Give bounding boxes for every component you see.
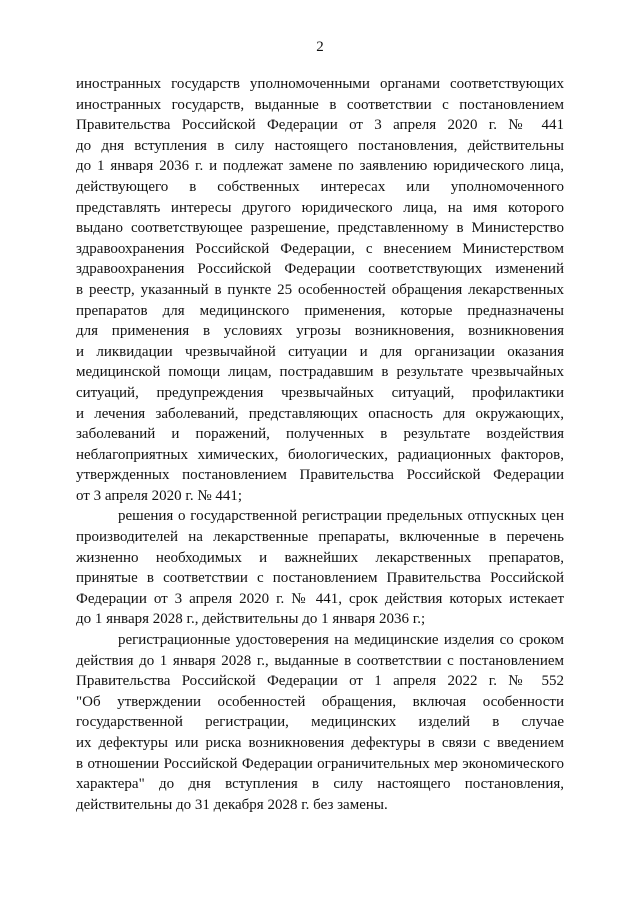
text-line: производителей на лекарственные препараты, включенные в перечень [76,529,564,546]
text-line: Правительства Российской Федерации от 1 апреля 2022 г. № 552 [76,673,564,690]
text-line: иностранных государств уполномоченными органами соответствующих [76,76,564,92]
text-line: здравоохранения Российской Федерации, с внесением Министерством [76,240,564,257]
text-line: представлять интересы другого юридического лица, на имя которого [76,199,564,216]
text-line: Правительства Российской Федерации от 3 апреля 2020 г. № 441 [76,117,564,134]
text-line: жизненно необходимых и важнейших лекарственных препаратов, [76,549,564,566]
text-line: заболеваний и поражений, полученных в результате воздействия [76,426,564,443]
text-line: "Об утверждении особенностей обращения, включая особенности [76,693,564,710]
text-line: действительны до 31 декабря 2028 г. без замены. [76,796,388,813]
text-line: для применения в условиях угрозы возникновения, возникновения [76,323,564,340]
text-line: их дефектуры или риска возникновения дефектуры в связи с введением [76,735,564,751]
text-line: и лечения заболеваний, представляющих опасность для окружающих, [76,405,564,422]
page-number: 2 [316,39,324,55]
text-line: государственной регистрации, медицинских изделий в случае [76,714,564,731]
text-line: ситуаций, предупреждения чрезвычайных ситуаций, профилактики [76,384,564,401]
text-line: Федерации от 3 апреля 2020 г. № 441, срок действия которых истекает [76,590,564,607]
text-line: медицинской помощи лицам, пострадавшим в результате чрезвычайных [76,364,564,381]
text-line: неблагоприятных химических, биологических, радиационных факторов, [76,446,564,463]
text-line: в реестр, указанный в пункте 25 особенностей обращения лекарственных [76,281,564,298]
text-line: и ликвидации чрезвычайной ситуации и для организации оказания [76,343,564,360]
text-line: принятые в соответствии с постановлением Правительства Российской [76,570,564,587]
document-body [76,74,564,815]
text-line: действия до 1 января 2028 г., выданные в соответствии с постановлением [76,652,564,669]
text-line: от 3 апреля 2020 г. № 441; [76,487,243,504]
text-line: здравоохранения Российской Федерации соответствующих изменений [76,261,564,278]
text-line: утвержденных постановлением Правительства Российской Федерации [76,467,564,484]
text-line: характера" до дня вступления в силу настоящего постановления, [76,776,564,793]
text-line: в отношении Российской Федерации ограничительных мер экономического [76,755,564,772]
text-line: иностранных государств, выданные в соответствии с постановлением [76,96,564,113]
text-line: регистрационные удостоверения на медицинские изделия со сроком [118,632,564,649]
text-line: до дня вступления в силу настоящего постановления, действительны [76,137,564,154]
text-line: выдано соответствующее разрешение, представленному в Министерство [76,220,564,237]
text-line: препаратов для медицинского применения, которые предназначены [76,302,564,319]
text-line: до 1 января 2028 г., действительны до 1 января 2036 г.; [76,611,426,628]
text-line: до 1 января 2036 г. и подлежат замене по заявлению юридического лица, [76,158,564,175]
text-line: действующего в собственных интересах или уполномоченного [76,178,564,195]
text-line: решения о государственной регистрации предельных отпускных цен [118,508,564,525]
